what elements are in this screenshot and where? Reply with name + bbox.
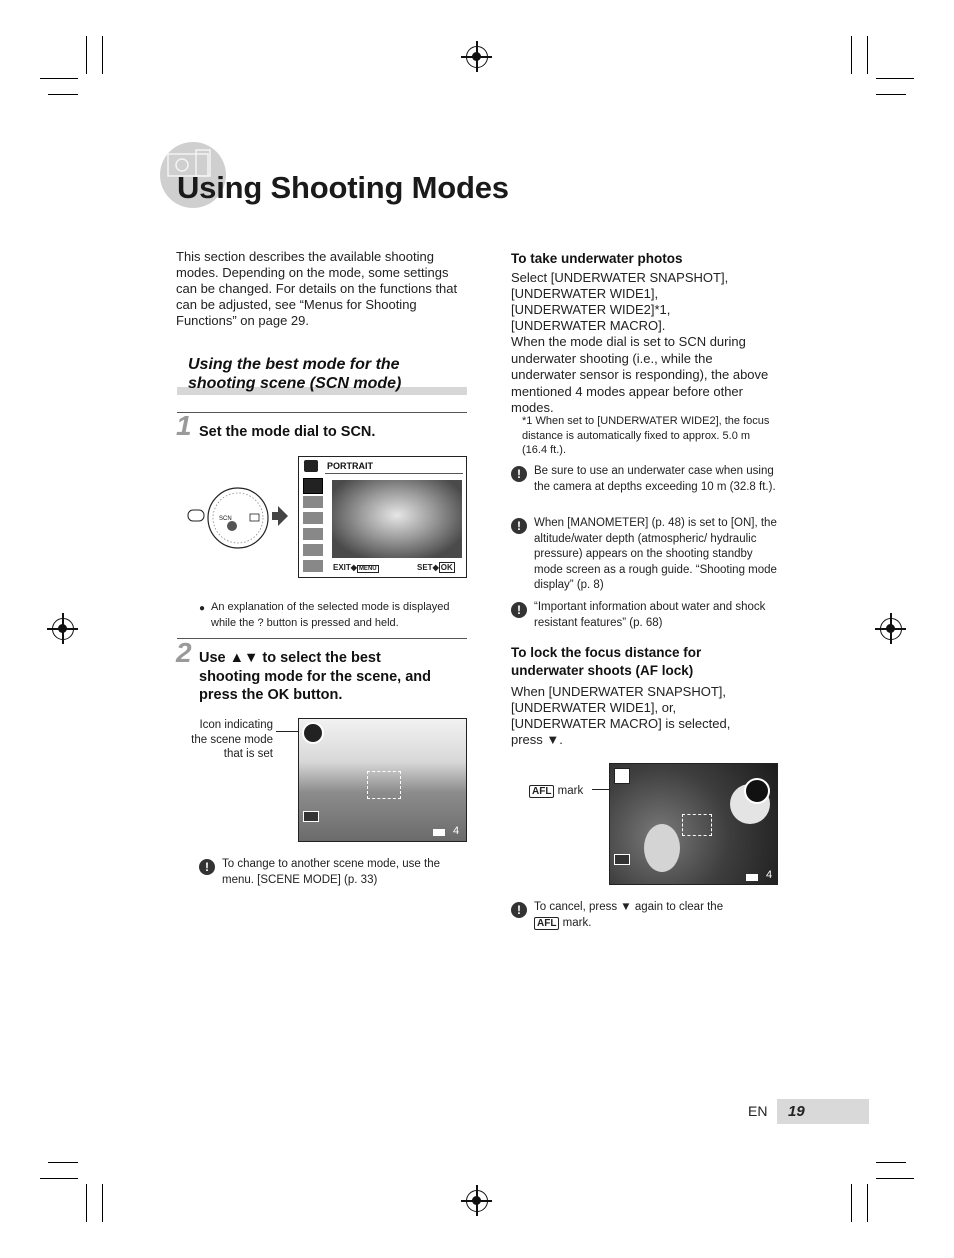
underwater-heading: To take underwater photos [511, 251, 683, 266]
camera-screen-portrait [298, 456, 467, 578]
step-instruction: Use ▲▼ to select the best shooting mode for the scene, and press the OK button. [199, 650, 432, 703]
crop-mark [876, 94, 906, 95]
note-underwater-case: Be sure to use an underwater case when using the camera at depths exceeding 10 m (32.8 ft.). [534, 465, 776, 493]
underwater-footnote: *1 When set to [UNDERWATER WIDE2], the focus distance is automatically fixed to approx. 5.0 m (16.4 ft.). [522, 415, 770, 456]
scene-icon-night[interactable] [303, 512, 323, 524]
mode-dial-illustration [186, 484, 296, 554]
warning-icon: ! [511, 518, 527, 534]
registration-mark-icon [466, 1190, 488, 1212]
scene-mode-indicator-icon [302, 722, 324, 744]
underwater-mode-icon [614, 768, 630, 784]
scene-mode-icon [304, 460, 318, 472]
warning-icon: ! [511, 466, 527, 482]
crop-mark [851, 1184, 852, 1222]
underwater-paragraph: When the mode dial is set to SCN during underwater shooting (i.e., while the underwater sensor is responding), the above mentioned 4 modes appear before other modes. [511, 334, 769, 415]
focus-frame [682, 814, 712, 836]
portrait-preview-photo [332, 480, 462, 558]
memory-icon [433, 829, 445, 836]
exit-hint: EXIT◆ MENU [333, 563, 377, 572]
registration-mark-icon [880, 618, 902, 640]
menu-header-line [325, 473, 463, 474]
scene-icon-indoor[interactable] [303, 544, 323, 556]
step-instruction: Set the mode dial to SCN. [199, 424, 376, 440]
image-size-icon [303, 811, 319, 822]
crop-mark [851, 36, 852, 74]
aflock-heading: To lock the focus distance for underwater shoots (AF lock) [511, 645, 702, 678]
crop-mark [876, 78, 914, 79]
crop-mark [86, 36, 87, 74]
crop-mark [867, 36, 868, 74]
scene-icon-sport[interactable] [303, 528, 323, 540]
shots-remaining: 4 [766, 869, 773, 881]
afl-mark-icon: AFL [529, 785, 554, 798]
camera-screen-scene [298, 718, 467, 842]
step-number: 1 [176, 410, 192, 441]
step-divider [177, 638, 467, 639]
crop-mark [102, 36, 103, 74]
afl-mark-icon: AFL [534, 917, 559, 930]
aflock-instructions: When [UNDERWATER SNAPSHOT], [UNDERWATER WIDE1], or, [UNDERWATER MACRO] is selected, press ▼. [511, 684, 731, 747]
svg-text:SCN: SCN [219, 516, 232, 522]
warning-icon: ! [511, 602, 527, 618]
set-hint: SET◆ OK [417, 563, 453, 572]
afl-indicator-icon [744, 778, 770, 804]
page-language: EN [748, 1103, 768, 1119]
intro-paragraph: This section describes the available shooting modes. Depending on the mode, some settings can be changed. For details on the functions that can be adjusted, see “Menus for Shooting Functions” on page 29. [176, 249, 458, 328]
page-number: 19 [788, 1103, 805, 1120]
step-number: 2 [176, 637, 192, 668]
note-water-shock: “Important information about water and shock resistant features” (p. 68) [534, 601, 766, 629]
crop-mark [48, 94, 78, 95]
warning-icon: ! [199, 859, 215, 875]
camera-screen-underwater [609, 763, 778, 885]
crop-mark [48, 1162, 78, 1163]
scene-icon-portrait[interactable] [303, 478, 323, 494]
step-divider [177, 412, 467, 413]
crop-mark [867, 1184, 868, 1222]
note-scene-menu: To change to another scene mode, use the menu. [SCENE MODE] (p. 33) [222, 858, 441, 886]
registration-mark-icon [466, 46, 488, 68]
scene-icon-list [303, 478, 323, 573]
crop-mark [102, 1184, 103, 1222]
warning-icon: ! [511, 902, 527, 918]
crop-mark [40, 78, 78, 79]
section-heading: Using the best mode for the shooting scene (SCN mode) [188, 356, 402, 392]
page-title: Using Shooting Modes [177, 170, 509, 205]
scene-icon-candle[interactable] [303, 560, 323, 572]
note-cancel-afl: To cancel, press ▼ again to clear the AFL mark. [534, 901, 724, 929]
crop-mark [40, 1178, 78, 1179]
registration-mark-icon [52, 618, 74, 640]
focus-frame [367, 771, 401, 799]
crop-mark [876, 1178, 914, 1179]
crop-mark [876, 1162, 906, 1163]
mode-name-label: PORTRAIT [327, 461, 373, 471]
bullet-explanation: An explanation of the selected mode is displayed while the ? button is pressed and held. [211, 601, 450, 629]
image-size-icon [614, 854, 630, 865]
memory-icon [746, 874, 758, 881]
crop-mark [86, 1184, 87, 1222]
scene-icon-landscape[interactable] [303, 496, 323, 508]
shots-remaining: 4 [453, 825, 460, 837]
fish-shape [644, 824, 680, 872]
scene-icon-caption: Icon indicating the scene mode that is set [191, 719, 273, 760]
caption-leader-line [276, 731, 300, 732]
underwater-mode-list: Select [UNDERWATER SNAPSHOT], [UNDERWATER WIDE1], [UNDERWATER WIDE2]*1, [UNDERWATER MACRO]. [511, 270, 729, 333]
afl-mark-caption: AFL mark [529, 784, 583, 800]
bullet-dot: ● [199, 603, 206, 614]
note-manometer: When [MANOMETER] (p. 48) is set to [ON], the altitude/water depth (atmospheric/ hydraulic pressure) appears on the shooting standby mode screen as a rough guide. “Shooting mode display” (p. 8) [534, 517, 777, 591]
